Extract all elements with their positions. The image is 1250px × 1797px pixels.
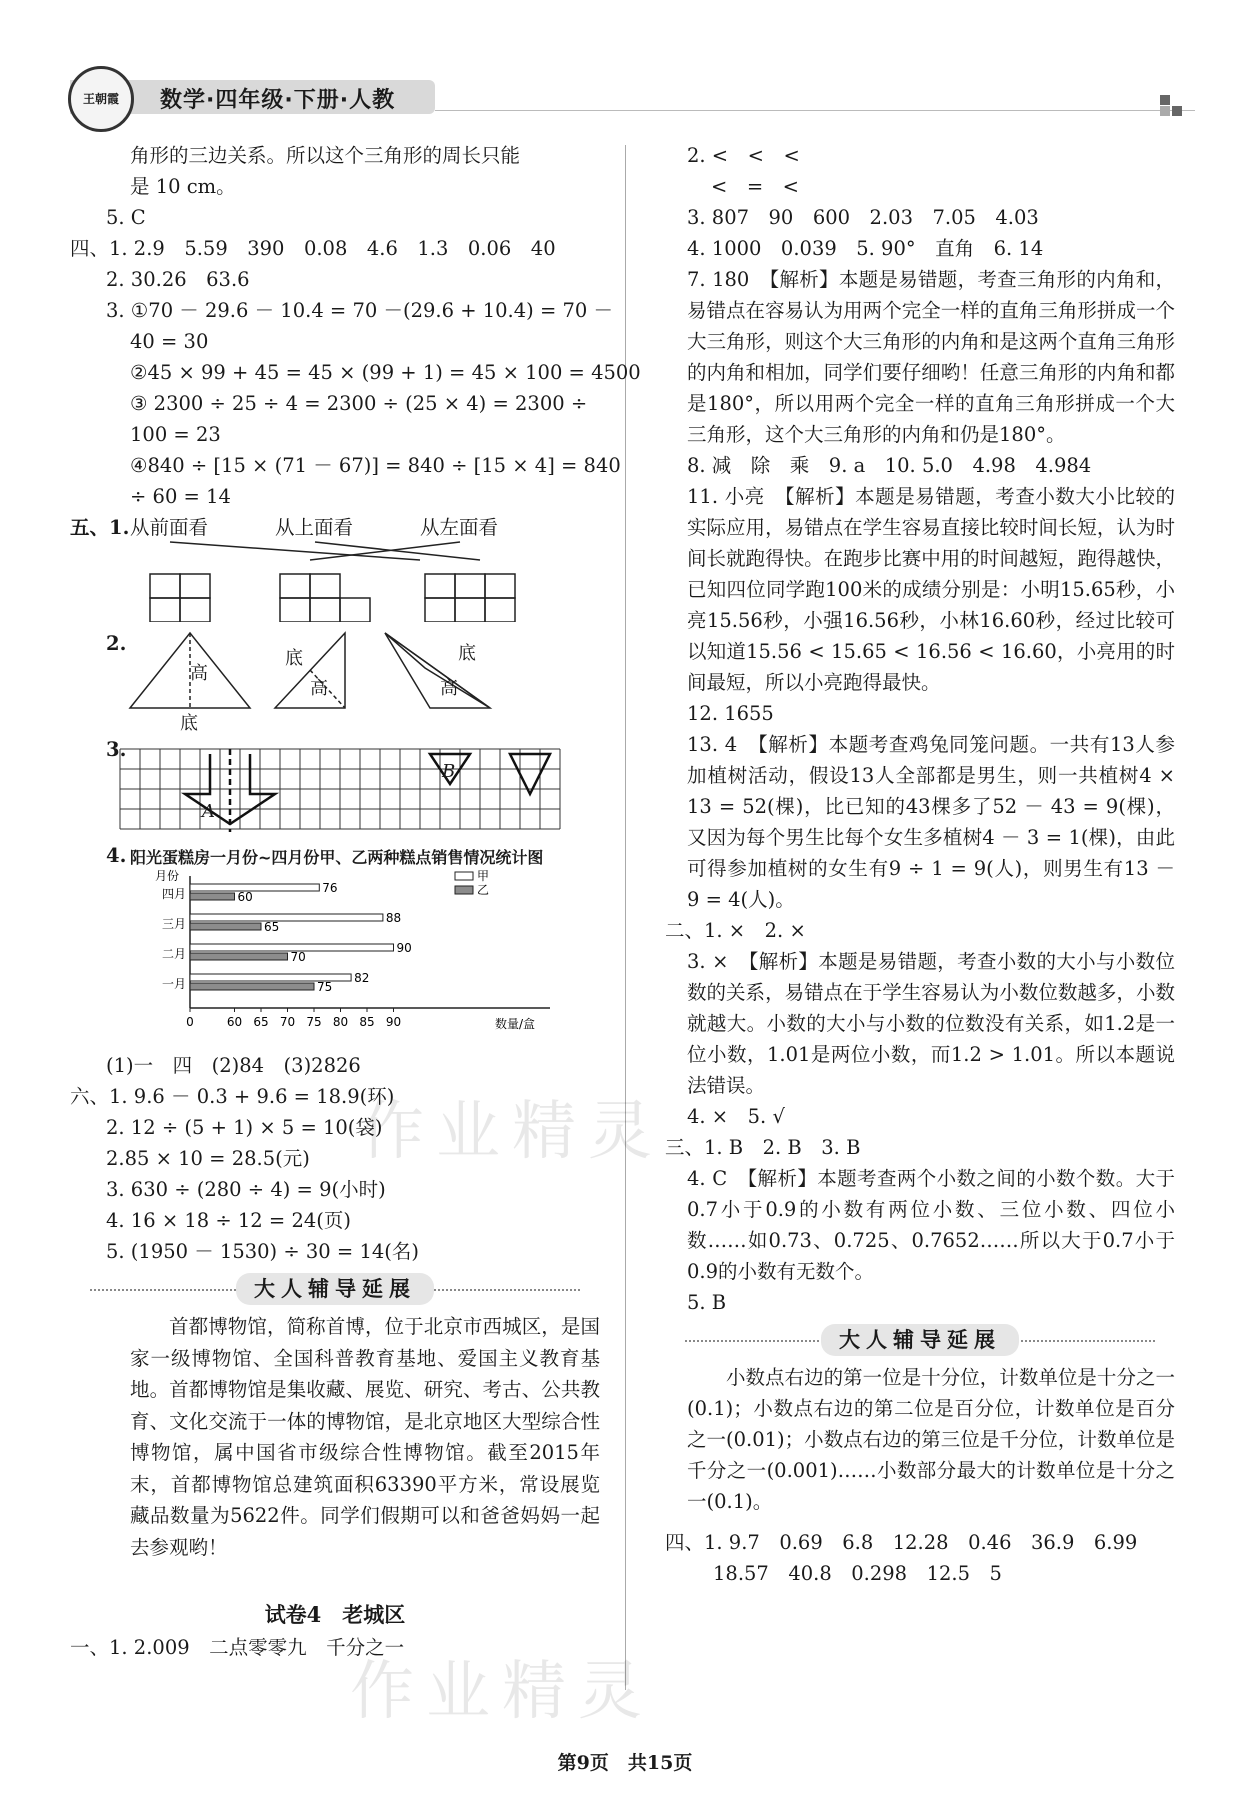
watermark: 作业精灵	[360, 1095, 664, 1169]
text-line: 3. ①70 － 29.6 － 10.4 = 70 －(29.6 + 10.4) = 70 －	[106, 299, 614, 322]
publisher-logo	[68, 66, 134, 132]
text-line: 一、1. 2.009 二点零零九 千分之一	[70, 1636, 405, 1659]
text-line: 二、1. × 2. ×	[665, 919, 806, 942]
label-b: B	[442, 761, 456, 782]
text-line: 5. C	[106, 206, 146, 229]
text-line: 是 10 cm。	[130, 175, 236, 198]
triangles-svg	[70, 628, 600, 728]
bar-value-label: 75	[317, 980, 333, 994]
label-base: 底	[458, 643, 476, 664]
text-line: 100 = 23	[130, 423, 221, 446]
extension-header	[70, 1273, 600, 1307]
text-line: 2. 30.26 63.6	[106, 268, 250, 291]
text-line: ②45 × 99 + 45 = 45 × (99 + 1) = 45 × 100 = 4500	[130, 361, 641, 384]
label-base: 底	[180, 713, 198, 734]
q-number: 4.	[106, 844, 127, 867]
grid-svg	[70, 734, 600, 834]
section-title: 试卷4 老城区	[264, 1602, 406, 1627]
triangles-figure	[70, 628, 600, 734]
text-line: 2.85 × 10 = 28.5(元)	[106, 1147, 310, 1170]
view-label-left: 从左面看	[420, 516, 499, 539]
x-axis-label: 数量/盒	[495, 1017, 536, 1031]
text-line: < = <	[711, 175, 800, 198]
label-height: 高	[310, 678, 328, 699]
answer-paragraph: 11. 小亮 【解析】本题是易错题，考查小数大小比较的实际应用，易错点在学生容易直接比较时间长短，认为时间长就跑得快。在跑步比赛中用的时间越短，跑得越快，已知四位同学跑100米的成绩分别是：小明15.65秒，小亮15.56秒，小强16.56秒，小林16.60秒，经过比较可以知道15.56 < 15.65 < 16.56 < 16.60，小亮用的时间最短，所以小亮跑得最快。	[687, 485, 1175, 694]
legend-swatch	[455, 886, 473, 894]
extension-text: 首都博物馆，简称首博，位于北京市西城区，是国家一级博物馆、全国科普教育基地、爱国主义教育基地。首都博物馆是集收藏、展览、研究、考古、公共教育、文化交流于一体的博物馆，是北京地区大型综合性博物馆，属中国省市级综合性博物馆。截至2015年末，首都博物馆总建筑面积63390平方米，常设展览藏品数量为5622件。同学们假期可以和爸爸妈妈一起去参观哟！	[130, 1315, 600, 1559]
answer-paragraph: 3. × 【解析】本题是易错题，考查小数的大小与小数位数的关系，易错点在于学生容易认为小数位数越多，小数就越大。小数的大小与小数的位数没有关系，如1.2是一位小数，1.01是两位小数，而1.2 > 1.01。所以本题说法错误。	[687, 950, 1175, 1097]
label-base: 底	[285, 648, 303, 669]
bar-chart-block	[70, 840, 600, 1050]
x-tick-label: 65	[253, 1015, 269, 1029]
extension-label: 大人辅导延展	[821, 1324, 1019, 1356]
q-number: 3.	[106, 738, 127, 761]
text-line: (1)一 四 (2)84 (3)2826	[106, 1054, 361, 1077]
answer-paragraph: 7. 180 【解析】本题是易错题，考查三角形的内角和，易错点在容易认为用两个完全一样的直角三角形拼成一个大三角形，则这个大三角形的内角和是这两个直角三角形的内角和相加，同学们要仔细哟！任意三角形的内角和都是180°，所以用两个完全一样的直角三角形拼成一个大三角形，这个大三角形的内角和仍是180°。	[687, 268, 1175, 446]
bar-甲	[190, 914, 383, 921]
category-label: 三月	[161, 917, 186, 931]
x-tick-label: 80	[332, 1015, 349, 1029]
text-line: ④840 ÷ [15 × (71 － 67)] = 840 ÷ [15 × 4] = 840	[130, 454, 621, 477]
bar-乙	[190, 893, 235, 900]
bar-甲	[190, 884, 319, 891]
category-label: 四月	[161, 887, 186, 901]
q-number: 2.	[106, 632, 127, 655]
view-label-top: 从上面看	[275, 516, 354, 539]
left-column	[70, 140, 641, 1663]
view-label-front: 从前面看	[130, 516, 209, 539]
bar-乙	[190, 983, 314, 990]
text-line: 4. 1000 0.039 5. 90° 直角 6. 14	[687, 237, 1044, 260]
views-figure	[70, 512, 600, 622]
header-rule	[435, 110, 1195, 111]
text-line: 四、1. 2.9 5.59 390 0.08 4.6 1.3 0.06 40	[70, 237, 556, 260]
text-line: ÷ 60 = 14	[130, 485, 231, 508]
text-line: 三、1. B 2. B 3. B	[665, 1136, 861, 1159]
x-tick-label: 0	[186, 1015, 194, 1029]
extension-header	[665, 1324, 1175, 1358]
decor-square	[1160, 106, 1170, 116]
decor-square	[1172, 106, 1182, 116]
text-line: 5. (1950 － 1530) ÷ 30 = 14(名)	[106, 1240, 419, 1263]
label-height: 高	[440, 678, 458, 699]
chart-title: 阳光蛋糕房一月份~四月份甲、乙两种糕点销售情况统计图	[130, 848, 544, 867]
text-line: 2. 12 ÷ (5 + 1) × 5 = 10(袋)	[106, 1116, 383, 1139]
bar-value-label: 60	[237, 890, 253, 904]
label-height: 高	[190, 663, 208, 684]
legend-swatch	[455, 872, 473, 880]
bar-乙	[190, 923, 261, 930]
x-tick-label: 85	[359, 1015, 375, 1029]
bar-value-label: 76	[322, 881, 338, 895]
category-label: 二月	[161, 947, 186, 961]
bar-value-label: 88	[385, 911, 402, 925]
answer-paragraph: 4. C 【解析】本题考查两个小数之间的小数个数。大于0.7小于0.9的小数有两位小数、三位小数、四位小数……如0.73、0.725、0.7652……所以大于0.7小于0.9的小数有无数个。	[687, 1167, 1175, 1283]
grid-figure	[70, 734, 600, 836]
text-line: 六、1. 9.6 － 0.3 + 9.6 = 18.9(环)	[70, 1085, 395, 1108]
label-a: A	[202, 801, 215, 822]
bar-value-label: 65	[264, 920, 280, 934]
text-line: ③ 2300 ÷ 25 ÷ 4 = 2300 ÷ (25 × 4) = 2300 ÷	[130, 392, 588, 415]
x-tick-label: 75	[306, 1015, 322, 1029]
bar-value-label: 82	[354, 971, 370, 985]
text-line: 18.57 40.8 0.298 12.5 5	[713, 1562, 1002, 1585]
bar-value-label: 90	[396, 941, 412, 955]
text-line: 4. 16 × 18 ÷ 12 = 24(页)	[106, 1209, 351, 1232]
logo-text: 王朝霞	[82, 92, 119, 106]
text-line: 8. 减 除 乘 9. a 10. 5.0 4.98 4.984	[687, 454, 1092, 477]
header-title: 数学·四年级·下册·人教	[160, 88, 396, 113]
legend-label: 甲	[477, 869, 490, 883]
extension-label: 大人辅导延展	[236, 1273, 434, 1305]
x-tick-label: 60	[226, 1015, 243, 1029]
bar-value-label: 70	[290, 950, 306, 964]
decor-square	[1160, 95, 1170, 105]
y-axis-label: 月份	[155, 869, 180, 883]
text-line: 5. B	[687, 1291, 727, 1314]
answer-paragraph: 13. 4 【解析】本题考查鸡兔同笼问题。一共有13人参加植树活动，假设13人全部都是男生，则一共植树4 × 13 = 52(棵)，比已知的43棵多了52 － 43 = 9(棵)，又因为每个男生比每个女生多植树4 － 3 = 1(棵)，由此可得参加植树的女生有9 ÷ 1 = 9(人)，则男生有13 － 9 = 4(人)。	[687, 733, 1175, 911]
legend-label: 乙	[477, 883, 490, 897]
text-line: 4. × 5. √	[687, 1105, 785, 1128]
category-label: 一月	[161, 977, 186, 991]
bar-乙	[190, 953, 288, 960]
right-column	[665, 140, 1175, 1589]
x-tick-label: 90	[385, 1015, 402, 1029]
x-tick-label: 70	[279, 1015, 296, 1029]
text-line: 40 = 30	[130, 330, 209, 353]
text-line: 12. 1655	[687, 702, 774, 725]
bar-chart	[155, 868, 575, 1048]
watermark: 作业精灵	[350, 1655, 654, 1729]
extension-text: 小数点右边的第一位是十分位，计数单位是十分之一(0.1)；小数点右边的第二位是百分位，计数单位是百分之一(0.01)；小数点右边的第三位是千分位，计数单位是千分之一(0.001)……小数部分最大的计数单位是十分之一(0.1)。	[687, 1366, 1175, 1513]
text-line: 2. < < <	[687, 144, 800, 167]
text-line: 四、1. 9.7 0.69 6.8 12.28 0.46 36.9 6.99	[665, 1531, 1138, 1554]
text-line: 3. 630 ÷ (280 ÷ 4) = 9(小时)	[106, 1178, 386, 1201]
text-line: 3. 807 90 600 2.03 7.05 4.03	[687, 206, 1039, 229]
text-line: 角形的三边关系。所以这个三角形的周长只能	[130, 144, 521, 167]
q-number: 五、1.	[70, 516, 130, 539]
views-svg	[70, 512, 600, 622]
page-footer: 第9页 共15页	[557, 1752, 693, 1774]
